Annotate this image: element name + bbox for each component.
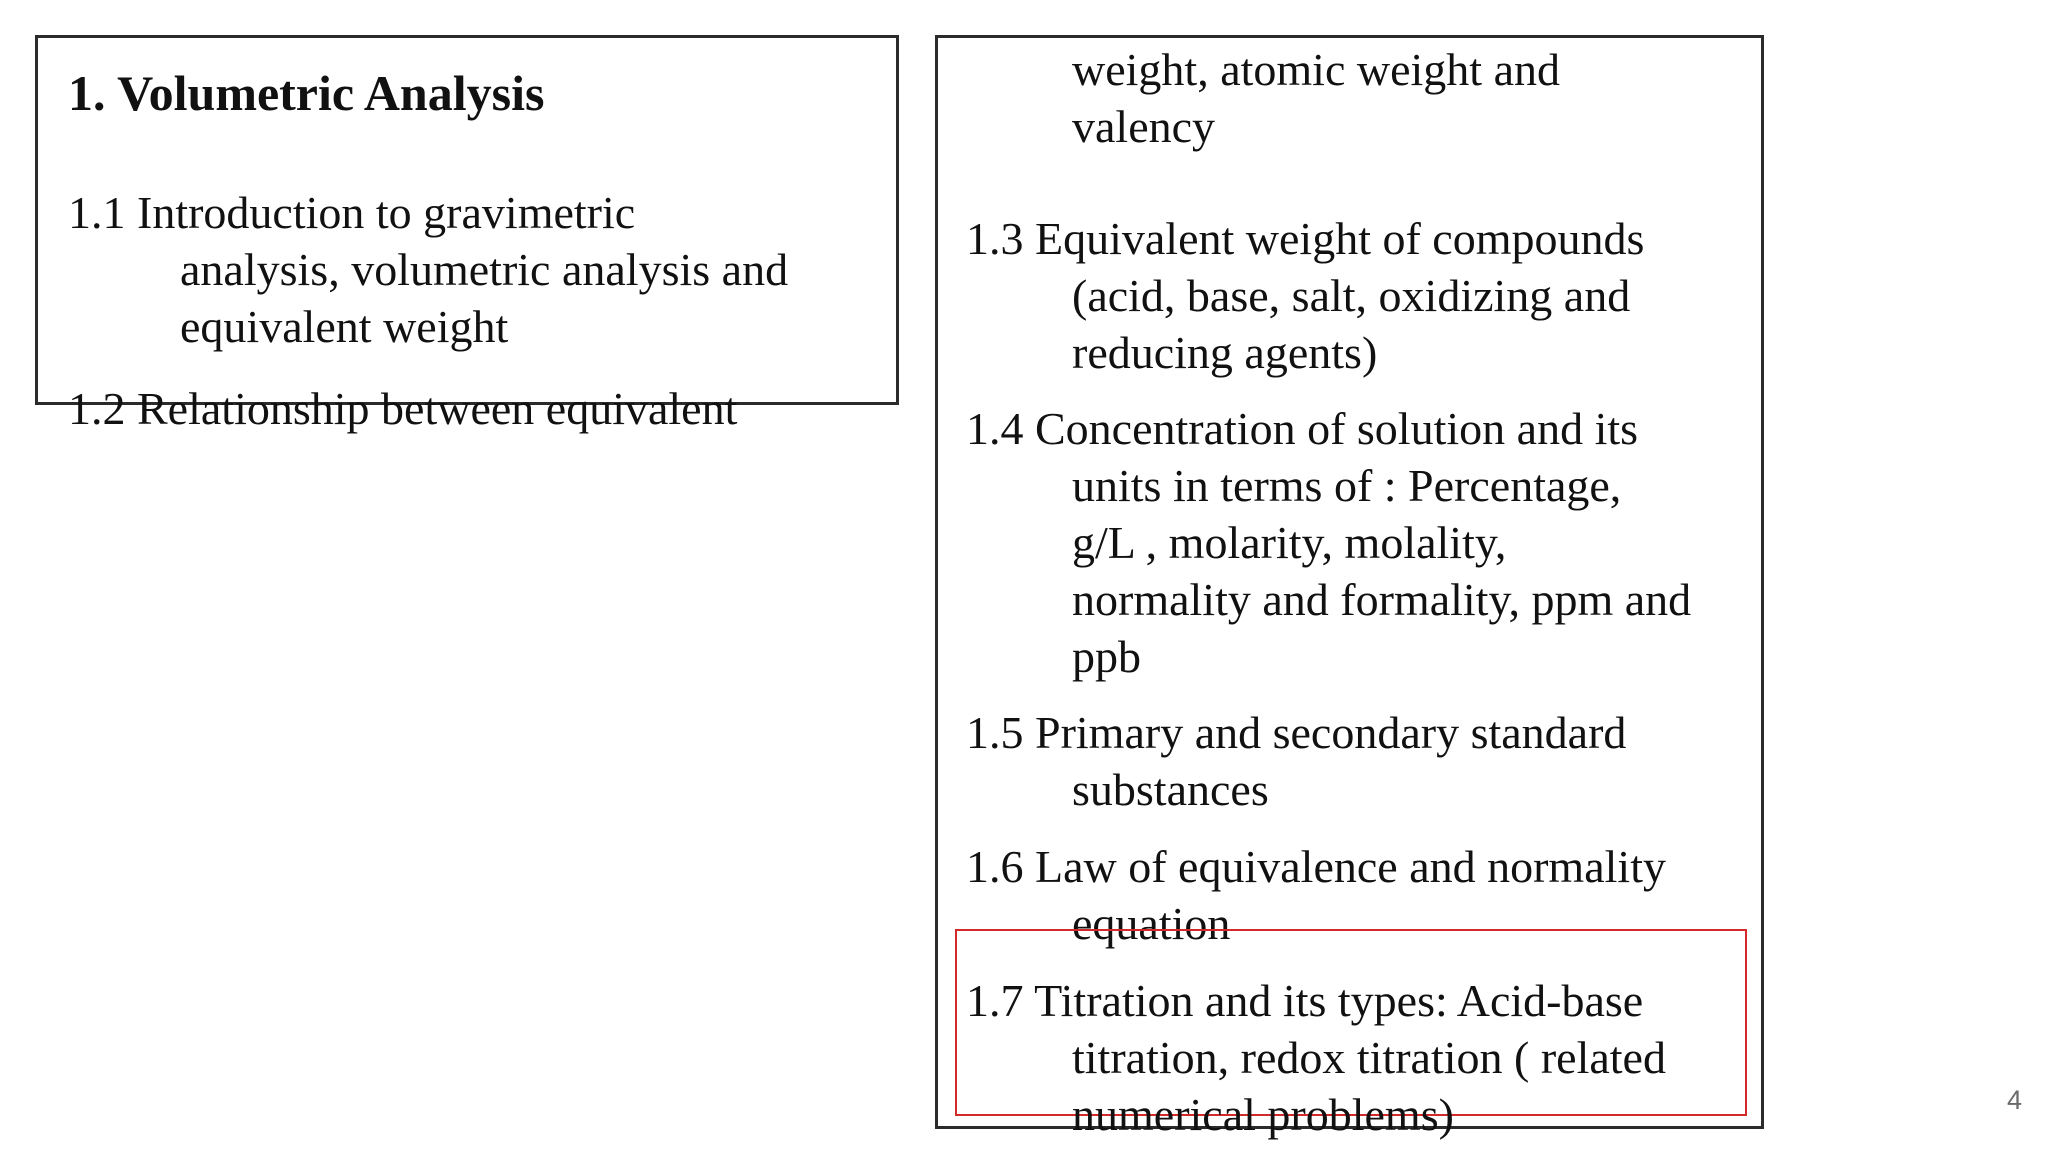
item-continuation-line: valency: [1072, 101, 1216, 152]
section-heading: 1. Volumetric Analysis: [68, 65, 545, 121]
slide-number: 4: [2007, 1085, 2023, 1115]
item-continuation-line: (acid, base, salt, oxidizing and: [1072, 270, 1631, 321]
item-continuation-line: units in terms of : Percentage,: [1072, 460, 1622, 511]
item-first-line: 1.5 Primary and secondary standard: [966, 707, 1627, 758]
item-continuation-line: analysis, volumetric analysis and: [180, 244, 789, 295]
syllabus-item-1-3: [966, 210, 1644, 381]
item-continuation-line: equivalent weight: [180, 301, 509, 352]
item-continuation-line: numerical problems): [1072, 1089, 1454, 1140]
item-continuation-line: g/L , molarity, molality,: [1072, 517, 1507, 568]
item-continuation-line: ppb: [1072, 631, 1141, 682]
syllabus-item-1-1: [68, 184, 788, 355]
item-continuation-line: titration, redox titration ( related: [1072, 1032, 1666, 1083]
item-continuation-line: normality and formality, ppm and: [1072, 574, 1692, 625]
syllabus-box-left: [35, 35, 899, 434]
item-first-line: 1.4 Concentration of solution and its: [966, 403, 1639, 454]
item-continuation-line: equation: [1072, 898, 1231, 949]
item-continuation-line: substances: [1072, 764, 1269, 815]
item-first-line: 1.7 Titration and its types: Acid-base: [966, 975, 1644, 1026]
syllabus-item-1-2-continued: [1072, 41, 1560, 155]
syllabus-item-1-5: [966, 704, 1626, 818]
syllabus-item-1-7: [966, 972, 1666, 1143]
item-first-line: 1.6 Law of equivalence and normality: [966, 841, 1666, 892]
item-first-line: 1.3 Equivalent weight of compounds: [966, 213, 1645, 264]
syllabus-item-1-2: [68, 380, 737, 437]
syllabus-box-right: [935, 35, 1764, 1140]
item-continuation-line: reducing agents): [1072, 327, 1378, 378]
item-first-line: 1.1 Introduction to gravimetric: [68, 187, 636, 238]
item-continuation-line: weight, atomic weight and: [1072, 44, 1560, 95]
syllabus-item-1-4: [966, 400, 1691, 685]
item-first-line: 1.2 Relationship between equivalent: [68, 383, 738, 434]
